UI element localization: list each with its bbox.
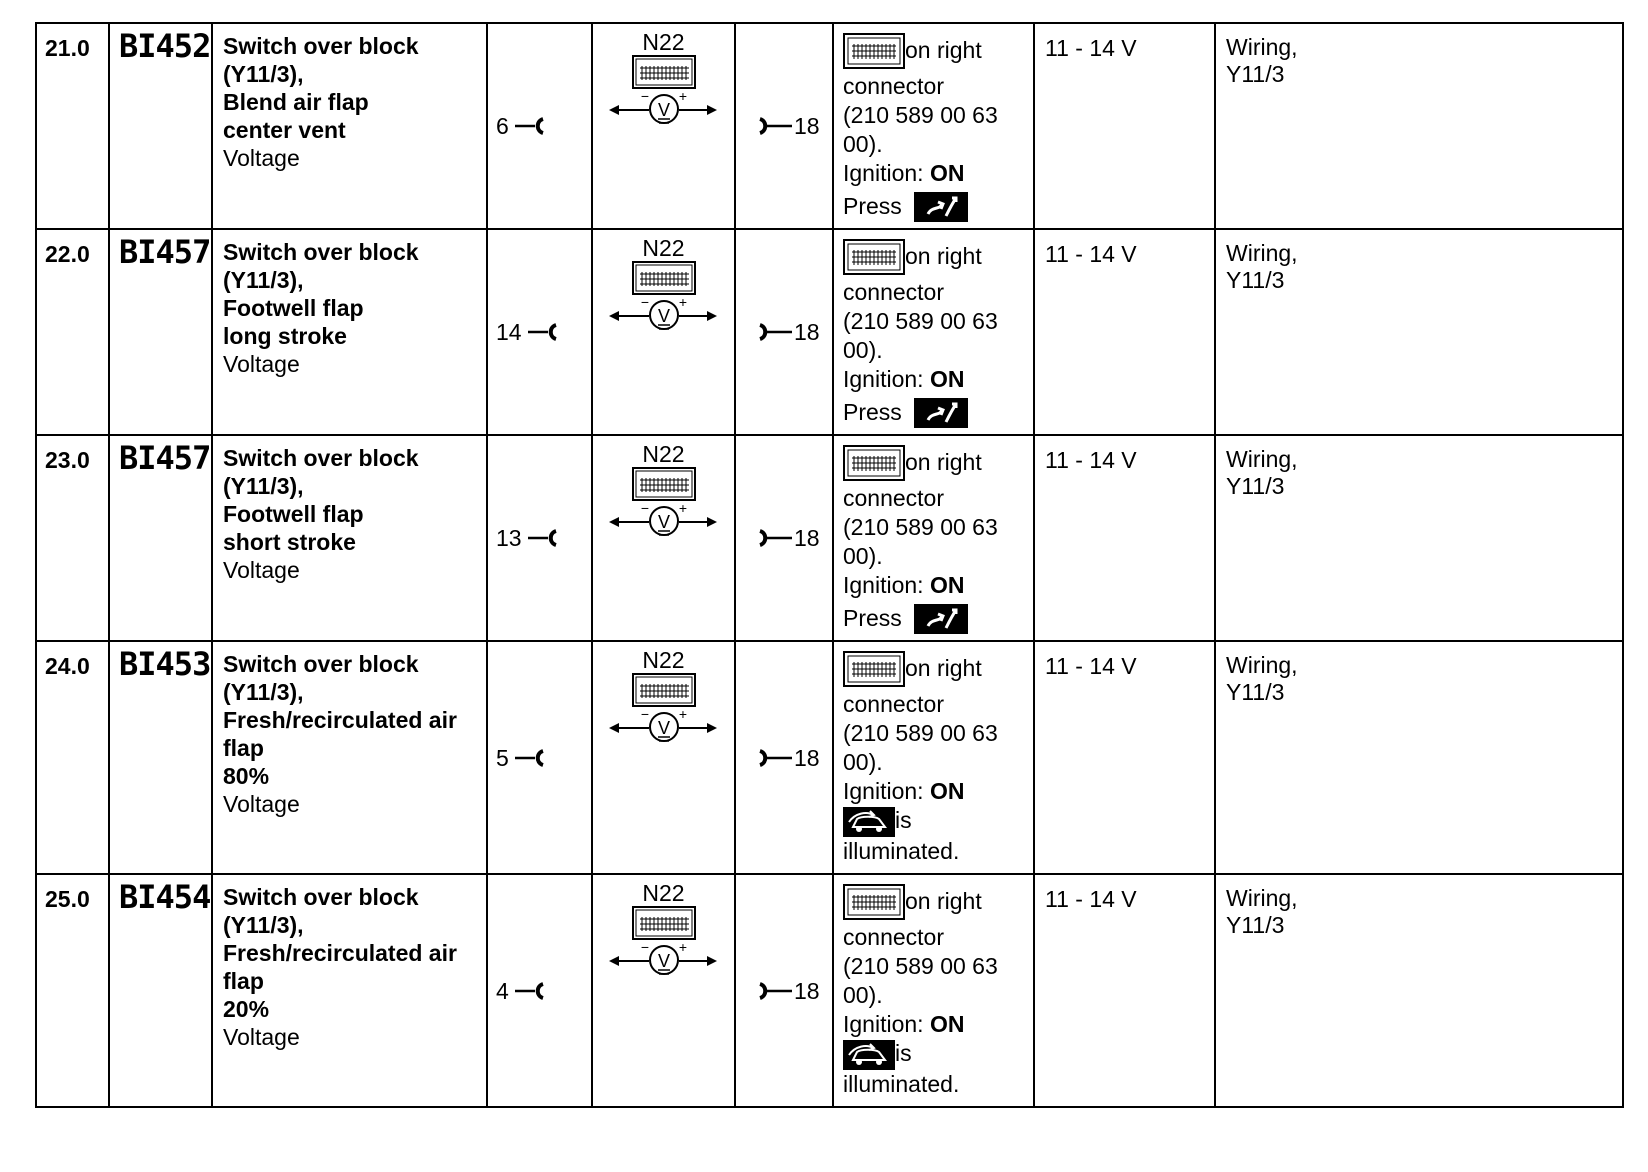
test-condition [833,641,1034,874]
svg-text:−: − [640,939,649,955]
pin-left-cell [487,229,592,435]
pin-left-number: 6 [496,113,509,139]
svg-text:−: − [640,706,649,722]
ignition-value: ON [929,572,965,598]
voltmeter-icon [609,54,719,130]
fault-code: BI457 [119,233,211,271]
press-text: Press [843,605,902,632]
test-title-line: short stroke [223,529,356,555]
part-number-text: (210 589 00 63 [843,102,998,128]
step-number-text: 21.0 [45,35,90,61]
nominal-value [1034,229,1215,435]
remedy-line-2: Y11/3 [1226,473,1285,499]
test-title-line: (Y11/3), [223,912,304,938]
test-title-line: (Y11/3), [223,679,304,705]
test-title-line: center vent [223,117,346,143]
meter-label: N22 [642,235,685,261]
pin-right-number: 18 [794,113,820,139]
test-title-line: Switch over block [223,884,419,910]
control-unit-icon [843,238,905,278]
table-row [36,435,1623,641]
illuminated-text: illuminated. [843,837,960,864]
nominal-value-text: 11 - 14 V [1045,886,1137,912]
meter-label: N22 [642,880,685,906]
test-title-line: (Y11/3), [223,267,304,293]
nominal-value [1034,23,1215,229]
pin-left-number: 4 [496,977,509,1004]
svg-text:V: V [657,100,670,120]
test-title-line: 20% [223,996,270,1022]
is-text: is [895,1040,912,1066]
test-title-line: Footwell flap [223,295,364,321]
measurement-unit: Voltage [223,351,300,377]
pin-right-number: 18 [794,525,820,551]
step-number [36,874,109,1107]
remedy [1215,435,1623,641]
part-number-text: (210 589 00 63 [843,720,998,746]
step-number [36,229,109,435]
step-number [36,435,109,641]
measurement-unit: Voltage [223,791,300,817]
meter-cell [592,641,735,874]
pin-left-cell [487,641,592,874]
on-right-text: on right [905,37,982,64]
remedy-line-1: Wiring, [1226,34,1298,60]
illuminated-text: illuminated. [843,1070,960,1097]
svg-text:V: V [657,951,670,971]
ignition-label: Ignition: [843,160,930,186]
pin-plug-icon [754,981,794,1001]
connector-text: connector [843,691,945,717]
nominal-value [1034,641,1215,874]
part-number-text: (210 589 00 63 [843,514,998,540]
control-unit-icon [843,650,905,690]
test-title-line: (Y11/3), [223,61,304,87]
svg-text:−: − [640,294,649,310]
measurement-unit: Voltage [223,145,300,171]
table-row [36,641,1623,874]
recirculation-button-icon [843,807,895,837]
pin-right-number: 18 [794,319,820,345]
pin-left-cell [487,874,592,1107]
test-steps-table [35,22,1624,1108]
test-description [212,435,487,641]
svg-text:V: V [657,718,670,738]
remedy-line-1: Wiring, [1226,446,1298,472]
pin-left-number: 14 [496,319,522,345]
pin-left-number: 5 [496,744,509,771]
voltmeter-icon [609,672,719,748]
connector-text: connector [843,924,945,950]
press-text: Press [843,193,902,220]
test-condition [833,874,1034,1107]
test-description [212,23,487,229]
test-title-line: Switch over block [223,33,419,59]
remedy-line-1: Wiring, [1226,885,1298,911]
socket-plug-icon [509,116,549,136]
pin-left-cell [487,435,592,641]
test-title-line: 80% [223,763,270,789]
nominal-value-text: 11 - 14 V [1045,35,1137,61]
part-number-text: (210 589 00 63 [843,953,998,979]
test-table-container [35,22,1622,1108]
socket-plug-icon [509,748,549,768]
test-title-line: Switch over block [223,445,419,471]
pin-right-number: 18 [794,977,820,1004]
fault-code: BI452 [119,27,211,65]
test-title-line: (Y11/3), [223,473,304,499]
test-title-line: Blend air flap [223,89,369,115]
test-description [212,874,487,1107]
part-number-end-text: 00). [843,131,883,157]
ignition-value: ON [929,366,965,392]
socket-plug-icon [509,981,549,1001]
voltmeter-icon [609,260,719,336]
pin-right-number: 18 [794,744,820,771]
control-unit-icon [843,883,905,923]
meter-cell [592,874,735,1107]
nominal-value [1034,435,1215,641]
table-row [36,229,1623,435]
remedy-line-2: Y11/3 [1226,61,1285,87]
test-title-line: Switch over block [223,239,419,265]
pin-plug-icon [754,322,794,342]
fault-code-cell [109,23,212,229]
pin-left-cell [487,23,592,229]
test-title-line: long stroke [223,323,347,349]
step-number-text: 25.0 [45,886,90,912]
step-number [36,641,109,874]
on-right-text: on right [905,449,982,476]
nominal-value-text: 11 - 14 V [1045,653,1137,679]
step-number-text: 22.0 [45,241,90,267]
remedy [1215,23,1623,229]
remedy-line-2: Y11/3 [1226,912,1285,938]
remedy [1215,641,1623,874]
voltmeter-icon [609,905,719,981]
meter-label: N22 [642,441,685,467]
measurement-unit: Voltage [223,1024,300,1050]
svg-text:V: V [657,306,670,326]
on-right-text: on right [905,655,982,682]
pin-plug-icon [754,748,794,768]
svg-text:−: − [640,500,649,516]
connector-text: connector [843,485,945,511]
remedy-line-2: Y11/3 [1226,679,1285,705]
test-title-line: Fresh/recirculated air [223,940,457,966]
ignition-label: Ignition: [843,572,930,598]
fault-code-cell [109,874,212,1107]
test-description [212,641,487,874]
recirculation-button-icon [843,1040,895,1070]
voltmeter-icon [609,466,719,542]
pin-right-cell [735,229,833,435]
ignition-value: ON [929,1011,965,1037]
part-number-text: (210 589 00 63 [843,308,998,334]
connector-text: connector [843,73,945,99]
socket-plug-icon [522,528,562,548]
control-unit-icon [843,444,905,484]
remedy-line-2: Y11/3 [1226,267,1285,293]
pin-right-cell [735,874,833,1107]
fault-code: BI453 [119,645,211,683]
part-number-end-text: 00). [843,543,883,569]
meter-cell [592,435,735,641]
part-number-end-text: 00). [843,337,883,363]
ignition-value: ON [929,778,965,804]
pin-plug-icon [754,116,794,136]
press-text: Press [843,399,902,426]
part-number-end-text: 00). [843,749,883,775]
remedy-line-1: Wiring, [1226,652,1298,678]
measurement-unit: Voltage [223,557,300,583]
air-distribution-button-icon [914,604,968,636]
on-right-text: on right [905,888,982,915]
fault-code: BI454 [119,878,211,916]
remedy [1215,874,1623,1107]
svg-text:+: + [678,706,687,722]
fault-code-cell [109,435,212,641]
ignition-label: Ignition: [843,778,930,804]
ignition-label: Ignition: [843,1011,930,1037]
test-description [212,229,487,435]
test-title-line: Switch over block [223,651,419,677]
fault-code: BI457 [119,439,211,477]
test-condition [833,23,1034,229]
svg-text:+: + [678,939,687,955]
nominal-value-text: 11 - 14 V [1045,241,1137,267]
pin-plug-icon [754,528,794,548]
test-condition [833,229,1034,435]
air-distribution-button-icon [914,398,968,430]
meter-cell [592,229,735,435]
test-title-line: Footwell flap [223,501,364,527]
svg-text:−: − [640,88,649,104]
pin-right-cell [735,435,833,641]
is-text: is [895,807,912,833]
on-right-text: on right [905,243,982,270]
pin-right-cell [735,641,833,874]
svg-text:+: + [678,294,687,310]
remedy-line-1: Wiring, [1226,240,1298,266]
svg-text:+: + [678,500,687,516]
fault-code-cell [109,229,212,435]
test-title-line: flap [223,735,264,761]
ignition-label: Ignition: [843,366,930,392]
table-row [36,874,1623,1107]
ignition-value: ON [929,160,965,186]
svg-text:V: V [657,512,670,532]
socket-plug-icon [522,322,562,342]
meter-label: N22 [642,647,685,673]
pin-right-cell [735,23,833,229]
svg-text:+: + [678,88,687,104]
step-number [36,23,109,229]
test-title-line: flap [223,968,264,994]
step-number-text: 23.0 [45,447,90,473]
air-distribution-button-icon [914,192,968,224]
remedy [1215,229,1623,435]
control-unit-icon [843,32,905,72]
nominal-value-text: 11 - 14 V [1045,447,1137,473]
step-number-text: 24.0 [45,653,90,679]
test-condition [833,435,1034,641]
part-number-end-text: 00). [843,982,883,1008]
nominal-value [1034,874,1215,1107]
table-row [36,23,1623,229]
test-title-line: Fresh/recirculated air [223,707,457,733]
meter-label: N22 [642,29,685,55]
fault-code-cell [109,641,212,874]
pin-left-number: 13 [496,525,522,551]
connector-text: connector [843,279,945,305]
meter-cell [592,23,735,229]
